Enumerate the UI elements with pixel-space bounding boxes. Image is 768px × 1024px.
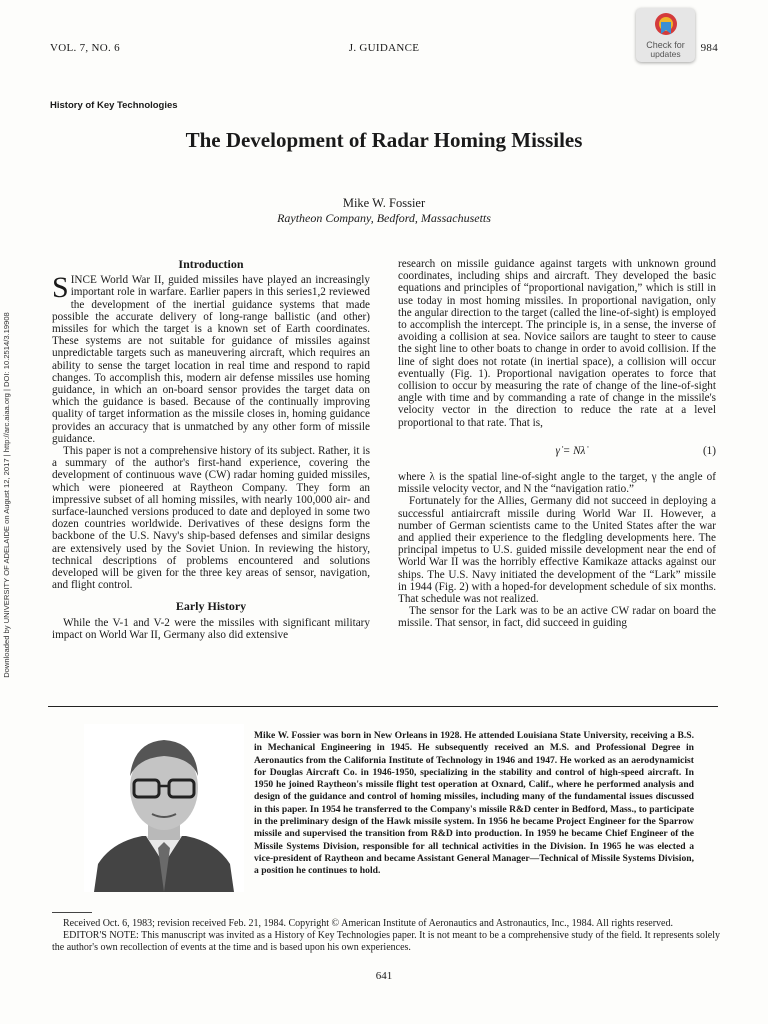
intro-paragraph-1-text: INCE World War II, guided missiles have played an increasingly important role in warfare. Earlier papers in this series1,2 reviewed the development of the inertial guidance systems that made possible the accurate delivery of long-range ballistic (and other) missiles for which the target is a known set of Earth coordinates. These systems are not suitable for guidance of missiles against unpredictable targets such as maneuvering aircraft, which requires an ability to sense the target location in real time and respond to rapid changes. To accomplish this, modern air defense missiles use homing guidance, in which an on-board sensor provides the target data on which the guidance is based. Because of the continually improving quality of target information as the missile closes in, homing guidance provides an accuracy that is unmatched by any other form of missile guidance.	[52, 274, 370, 445]
equation-body: γ̇ = Nλ̇	[555, 444, 586, 457]
badge-line1: Check for	[646, 40, 685, 50]
badge-line2: updates	[650, 49, 681, 59]
right-paragraph-3: Fortunately for the Allies, Germany did not succeed in deploying a successful antiaircraft missile during World War II. However, a number of German scientists came to the United States after the war and applied their experience to the fledgling developments here. The principal impetus to U.S. guided missile development near the end of World War II was the horribly effective Kamikaze attacks against our ships. The U.S. Navy initiated the development of the “Lark” missile in 1944 (Fig. 2) with a hoped-for development schedule of six months. That schedule was not realized.	[398, 495, 716, 606]
download-stamp-text: Downloaded by UNIVERSITY OF ADELAIDE on August 12, 2017 | http://arc.aiaa.org | DOI: 10.2514/3.19908	[2, 312, 11, 678]
author-biography: Mike W. Fossier was born in New Orleans in 1928. He attended Louisiana State University, receiving a B.S. in Mechanical Engineering in 1945. He subsequently received an M.S. and Professional Degree in Aeronautics from the California Institute of Technology in 1946 and 1947. He worked as an aerodynamicist for Douglas Aircraft Co. in 1946-1950, specializing in the stability and control of high-speed aircraft. In 1950 he joined Raytheon's missile flight test operation at Oxnard, Calif., where he performed analysis and design of the guidance and control of homing missiles, including many of the fundamental issues discussed in this paper. In 1954 he transferred to the Company's missile R&D center in Bedford, Mass., to participate in the preliminary design of the Hawk missile system. In 1956 he became Project Engineer for the Sparrow missile and supervised the transition from R&D into production. In 1959 he became Chief Engineer of the Missile Systems Division, responsible for all technical activities in the Division. In 1965 he was elected a vice-president of Raytheon and became Assistant General Manager—Technical of Missile Systems Division, a position he continues to hold.	[254, 730, 694, 877]
right-paragraph-4: The sensor for the Lark was to be an active CW radar on board the missile. That sensor, in fact, did succeed in guiding	[398, 605, 716, 630]
bookmark-ribbon-icon	[653, 12, 679, 40]
page-number: 641	[375, 970, 393, 982]
right-paragraph-2: where λ is the spatial line-of-sight angle to the target, γ the angle of missile velocity vector, and N the “navigation ratio.”	[398, 471, 716, 496]
check-for-updates-button[interactable]	[636, 8, 695, 62]
journal-name: J. GUIDANCE	[348, 42, 420, 54]
right-paragraph-1: research on missile guidance against targets with unknown ground coordinates, including ships and aircraft. They developed the basic equations and principles of “proportional navigation,” which is still in use today in most homing missiles. In proportional navigation, only the angular direction to the target (called the line-of-sight) is employed to accomplish the intercept. The principle is, in a sense, the inverse of avoiding a collision at sea. Novice sailors are taught to steer to cause the sight line to other boats to change in order to avoid collision. If the line of sight does not rotate (in inertial space), a collision will occur eventually (Fig. 1). Proportional navigation operates to force that collision to occur by measuring the rate of change of the line-of-sight angle with time and by commanding a rate of change in the missile's velocity vector in the direction to reduce the rate at a level proportional to that rate. That is,	[398, 258, 716, 429]
section-label: History of Key Technologies	[50, 100, 178, 111]
author-name: Mike W. Fossier	[342, 196, 426, 210]
drop-cap: S	[52, 271, 69, 305]
download-stamp	[2, 300, 14, 690]
right-column	[398, 258, 716, 630]
received-note: Received Oct. 6, 1983; revision received Feb. 21, 1984. Copyright © American Institute of Aeronautics and Astronautics, Inc., 1984. All rights reserved.	[63, 918, 673, 929]
paper-title: The Development of Radar Homing Missiles	[185, 128, 583, 152]
equation-number: (1)	[702, 444, 716, 457]
editors-note: EDITOR'S NOTE: This manuscript was invited as a History of Key Technologies paper. It is not meant to be a comprehensive study of the field. It represents solely the author's own recollection of events at the time and is based upon his own experiences.	[52, 930, 720, 953]
intro-paragraph-1	[52, 271, 370, 445]
date-end: 984	[700, 42, 718, 54]
equation-1	[398, 445, 716, 457]
footnote-divider	[52, 912, 92, 913]
author-affiliation: Raytheon Company, Bedford, Massachusetts	[277, 211, 491, 225]
journal-volume: VOL. 7, NO. 6	[50, 42, 120, 54]
bio-divider	[48, 706, 718, 707]
early-history-paragraph-1: While the V-1 and V-2 were the missiles with significant military impact on World War II, Germany also did extensive	[52, 616, 370, 641]
author-photo	[84, 724, 244, 892]
footnotes	[52, 918, 720, 954]
intro-heading: Introduction	[178, 257, 244, 271]
early-history-heading: Early History	[175, 599, 247, 614]
intro-paragraph-2: This paper is not a comprehensive history of its subject. Rather, it is a summary of the author's first-hand experience, covering the development of continuous wave (CW) radar homing guided missiles, which were pioneered at Raytheon Company. They form an impressive subset of all homing missiles, with nearly 100,000 air- and surface-launched versions produced to date and deployed in some two dozen countries worldwide. Derivatives of these designs form the backbone of the U.S. Navy's ship-based defenses and similar designs are extensively used by the Soviet Union. In reviewing the history, technical descriptions of problems encountered and solutions developed will be given for the three key areas of sensor, navigation, and flight control.	[52, 445, 370, 592]
left-column	[52, 258, 370, 641]
